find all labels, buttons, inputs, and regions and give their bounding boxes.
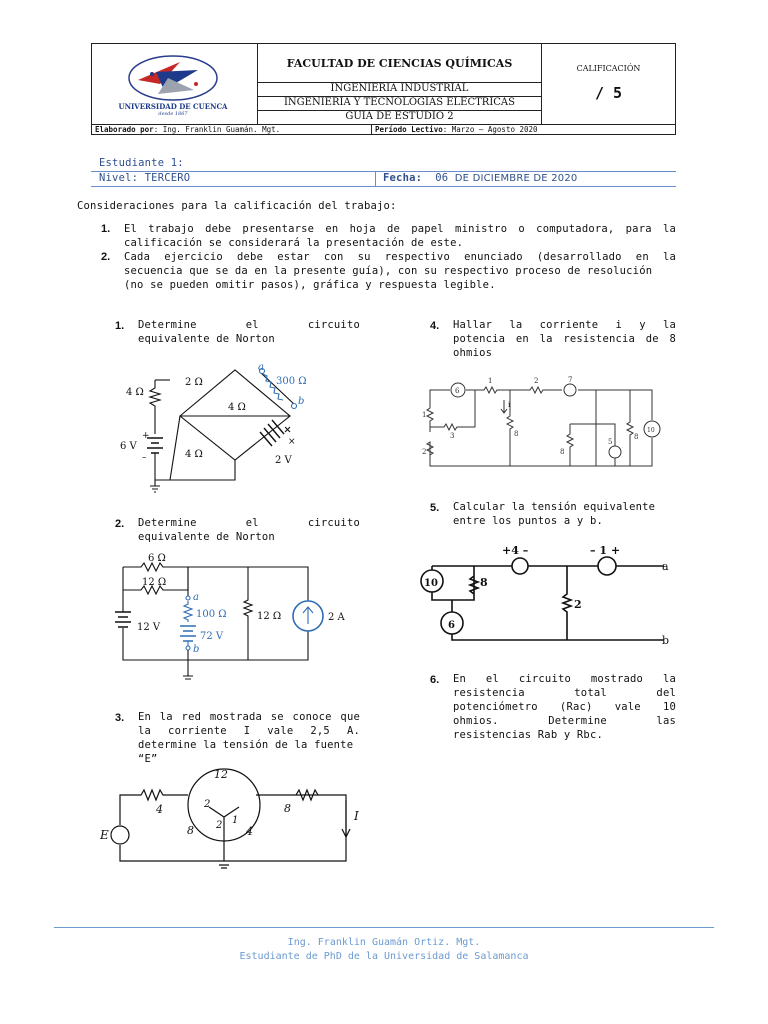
exercise-4-line-2: potencia en la resistencia de 8 [453,333,676,345]
exercise-3-line-2: la corriente I vale 2,5 A. [138,725,360,737]
c2-r-top1-label: 6 Ω [148,553,166,564]
c1-plus: + [142,431,150,441]
circuit-3-diagram [96,765,376,870]
c4-label-9: 8 [560,448,565,456]
career-name: INGENIERIA INDUSTRIAL [330,83,469,94]
date-field [383,171,577,186]
footer-author: Ing. Franklin Guamán Ortiz. Mgt. [287,937,481,948]
exercise-2-line-2: equivalente de Norton [138,531,275,543]
exercise-2-line-1: Determine el circuito [138,517,360,529]
student-bottom-line [91,186,676,187]
consideration-2-line-1: Cada ejercicio debe estar con su respectivo enunciado (desarrollado en la [124,251,676,263]
exercise-1-line-1: Determine el circuito [138,319,360,331]
faculty-title: FACULTAD DE CIENCIAS QUÍMICAS [286,57,513,70]
consideration-2-line-3: (no se pueden omitir pasos), gráfica y respuesta legible. [124,279,496,291]
c5-v2-label: – 1 + [590,544,621,557]
consideration-1-line-1: El trabajo debe presentarse en hoja de papel ministro o computadora, para la [124,223,676,235]
period-label: Período Lectivo [375,125,443,134]
c4-label-1: 6 [455,387,460,395]
c5-r1-label: 8 [480,576,488,589]
c4-label-4: 7 [568,376,573,384]
c4-label-10: 5 [608,438,613,446]
student-label: Estudiante 1: [99,157,184,169]
c1-x-mark: × [288,437,296,447]
university-logo [98,50,248,120]
exercise-6-line-5: resistencias Rab y Rbc. [453,729,603,741]
c1-r-ab-label: 300 Ω [276,376,307,387]
c1-r-left-label: 4 Ω [126,387,144,398]
c5-src1-label: 10 [424,578,438,589]
c4-label-5: 1 [422,411,427,419]
prepared-by [95,125,371,134]
c4-label-6: 8 [514,430,519,438]
exercise-6-number: 6. [430,674,440,686]
footer-affiliation: Estudiante de PhD de la Universidad de Salamanca [239,951,529,962]
prepared-value: : Ing. Franklin Guamán. Mgt. [153,125,281,134]
c3-r-b1-label: 8 [187,824,194,837]
date-separator [375,171,376,186]
exercise-4-line-1: Hallar la corriente i y la [453,319,676,331]
exercise-6-line-1: En el circuito mostrado la [453,673,676,685]
c4-label-13: i [508,401,511,409]
exercise-1-number: 1. [115,320,125,332]
exercise-3-line-4: “E” [138,753,158,765]
exercise-3-line-1: En la red mostrada se conoce que [138,711,360,723]
period-value: : Marzo – Agosto 2020 [442,125,538,134]
c2-r-mid-label: 100 Ω [196,609,227,620]
c3-r-y1-label: 2 [204,799,211,810]
c5-r2-label: 2 [574,598,582,611]
c1-node-a: a [258,362,264,373]
exercise-6-line-2: resistencia total del [453,687,676,699]
university-name: UNIVERSIDAD DE CUENCA [118,102,228,111]
c5-v1-label: +4 – [502,544,529,557]
circuit-1-diagram [110,360,320,500]
c2-r-right-label: 12 Ω [257,611,282,622]
consideration-2-number: 2. [101,251,111,263]
c1-v-bat-label: 2 V [275,455,292,466]
date-rest: DE DICIEMBRE DE 2020 [454,173,578,184]
c2-v-left-label: 12 V [137,622,161,633]
c2-v-mid-label: 72 V [200,631,224,642]
c2-node-a: a [193,592,199,603]
c3-r-y2-label: 1 [232,815,239,826]
consideration-2-line-2: secuencia que se da en la presente guía), con su respectivo proceso de resolución [124,265,653,277]
c3-r-b2-label: 4 [246,825,253,838]
grade-label: CALIFICACIÓN [576,64,641,73]
c4-label-11: 8 [634,433,639,441]
exercise-1-line-2: equivalente de Norton [138,333,275,345]
consideration-1-number: 1. [101,223,111,235]
c3-r-y3-label: 2 [216,820,223,831]
c1-r-mid-label: 4 Ω [228,402,246,413]
circuit-4-diagram [420,372,670,472]
academic-period [375,125,675,134]
c1-minus: – [142,453,147,463]
footer-divider [54,927,714,928]
exercise-5-line-2: entre los puntos a y b. [453,515,603,527]
c3-r-left-label: 4 [156,803,163,816]
guide-name: GUIA DE ESTUDIO 2 [345,111,454,122]
c4-label-3: 2 [534,377,539,385]
exercise-6-line-3: potenciómetro (Rac) vale 10 [453,701,676,713]
exercise-3-number: 3. [115,712,125,724]
header-table [91,43,676,135]
level-label: Nivel: TERCERO [99,172,191,184]
c3-e-label: E [100,828,109,842]
c2-node-b: b [193,644,200,655]
c4-label-12: 10 [647,427,655,434]
exercise-5-line-1: Calcular la tensión equivalente [453,501,656,513]
c1-r-top-label: 2 Ω [185,377,203,388]
c5-node-a: a [662,560,669,573]
c3-i-label: I [354,809,359,823]
considerations-title: Consideraciones para la calificación del trabajo: [77,200,397,212]
date-day: 06 [435,172,449,184]
c2-i-src-label: 2 A [328,612,345,623]
exercise-2-number: 2. [115,518,125,530]
c4-label-2: 1 [488,377,493,385]
exercise-3-line-3: determine la tensión de la fuente [138,739,354,751]
c1-v-src-label: 6 V [120,441,137,452]
c3-r-top-label: 12 [214,768,228,781]
subject-name: INGENIERIA Y TECNOLOGIAS ELECTRICAS [283,97,515,108]
c4-label-7: 3 [450,432,455,440]
exercise-4-number: 4. [430,320,440,332]
circuit-2-diagram [108,550,348,680]
prepared-label: Elaborado por [95,125,154,134]
exercise-4-line-3: ohmios [453,347,493,359]
university-since: desde 1867 [158,111,188,117]
c5-src2-label: 6 [448,620,455,631]
exercise-5-number: 5. [430,502,440,514]
grade-value: / 5 [594,84,623,102]
circuit-5-diagram [402,538,674,648]
c2-r-top2-label: 12 Ω [142,577,167,588]
c1-node-b: b [298,396,305,407]
date-label: Fecha: [383,172,423,184]
consideration-1-line-2: calificación se considerará la presentación de este. [124,237,464,249]
c5-node-b: b [662,634,670,647]
c4-label-8: 2 [422,448,427,456]
c1-r-bot-label: 4 Ω [185,449,203,460]
c3-r-right-label: 8 [284,802,291,815]
exercise-6-line-4: ohmios. Determine las [453,715,676,727]
